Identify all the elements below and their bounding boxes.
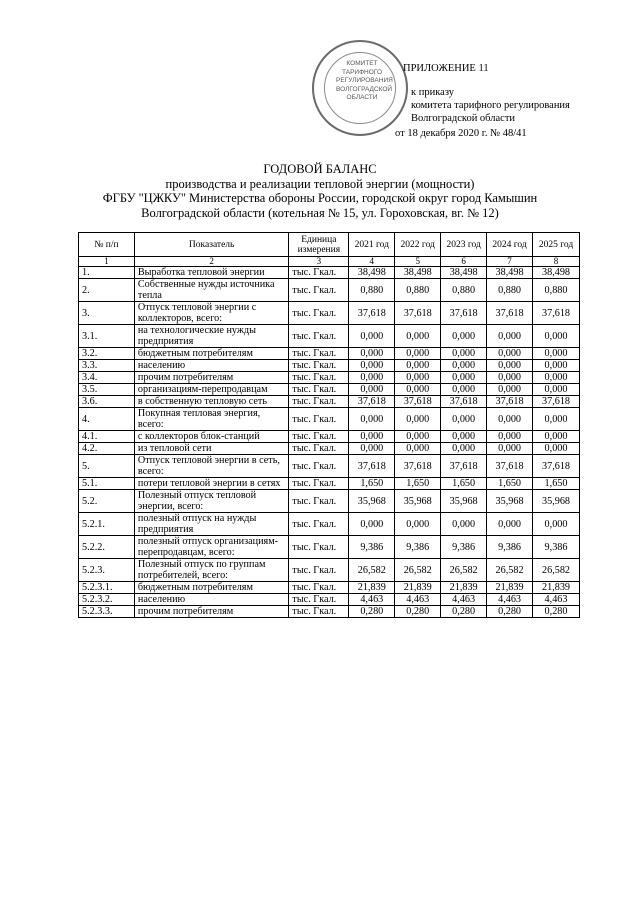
table-row xyxy=(79,372,580,384)
row-unit: тыс. Гкал. xyxy=(289,267,349,279)
row-value: 37,618 xyxy=(349,396,395,408)
row-value: 0,000 xyxy=(487,384,533,396)
row-value: 0,000 xyxy=(441,348,487,360)
column-number: 4 xyxy=(349,257,395,267)
column-number: 5 xyxy=(395,257,441,267)
row-value: 0,880 xyxy=(533,279,580,302)
row-value: 0,000 xyxy=(533,408,580,431)
column-number: 3 xyxy=(289,257,349,267)
row-value: 1,650 xyxy=(349,478,395,490)
table-row xyxy=(79,490,580,513)
row-value: 0,000 xyxy=(533,372,580,384)
row-value: 1,650 xyxy=(395,478,441,490)
row-number: 4.1. xyxy=(79,431,135,443)
row-value: 4,463 xyxy=(533,594,580,606)
row-value: 0,000 xyxy=(441,431,487,443)
row-unit: тыс. Гкал. xyxy=(289,396,349,408)
row-indicator: потери тепловой энергии в сетях xyxy=(134,478,289,490)
row-indicator: Полезный отпуск по группам потребителей, всего: xyxy=(134,559,289,582)
row-indicator: полезный отпуск организациям-перепродавцам, всего: xyxy=(134,536,289,559)
column-number: 1 xyxy=(79,257,135,267)
row-unit: тыс. Гкал. xyxy=(289,302,349,325)
row-value: 35,968 xyxy=(349,490,395,513)
title-line-4: Волгоградской области (котельная № 15, ул. Гороховская, вг. № 12) xyxy=(141,205,499,220)
row-value: 26,582 xyxy=(487,559,533,582)
table-row xyxy=(79,384,580,396)
row-value: 0,000 xyxy=(349,513,395,536)
row-value: 0,000 xyxy=(349,360,395,372)
table-row xyxy=(79,408,580,431)
row-number: 3.2. xyxy=(79,348,135,360)
row-number: 2. xyxy=(79,279,135,302)
row-value: 35,968 xyxy=(441,490,487,513)
row-value: 0,000 xyxy=(395,325,441,348)
region-text: Волгоградской области xyxy=(411,113,516,124)
column-number: 8 xyxy=(533,257,580,267)
row-value: 26,582 xyxy=(395,559,441,582)
row-value: 0,000 xyxy=(533,360,580,372)
row-value: 35,968 xyxy=(487,490,533,513)
row-value: 0,000 xyxy=(395,408,441,431)
row-indicator: полезный отпуск на нужды предприятия xyxy=(134,513,289,536)
row-value: 37,618 xyxy=(533,455,580,478)
row-value: 37,618 xyxy=(349,455,395,478)
row-value: 9,386 xyxy=(487,536,533,559)
row-unit: тыс. Гкал. xyxy=(289,408,349,431)
row-value: 0,000 xyxy=(441,360,487,372)
row-indicator: бюджетным потребителям xyxy=(134,348,289,360)
header-no: № п/п xyxy=(79,233,135,257)
table-row xyxy=(79,582,580,594)
row-value: 0,000 xyxy=(533,384,580,396)
row-indicator: из тепловой сети xyxy=(134,443,289,455)
table-row xyxy=(79,443,580,455)
header-unit: Единица измерения xyxy=(289,233,349,257)
row-value: 0,000 xyxy=(487,431,533,443)
row-value: 0,000 xyxy=(349,384,395,396)
row-indicator: Выработка тепловой энергии xyxy=(134,267,289,279)
row-indicator: с коллекторов блок-станций xyxy=(134,431,289,443)
row-value: 0,880 xyxy=(349,279,395,302)
row-unit: тыс. Гкал. xyxy=(289,360,349,372)
row-number: 1. xyxy=(79,267,135,279)
row-value: 0,000 xyxy=(395,513,441,536)
row-value: 0,000 xyxy=(441,443,487,455)
row-value: 9,386 xyxy=(441,536,487,559)
table-row xyxy=(79,360,580,372)
row-value: 0,000 xyxy=(349,443,395,455)
row-value: 26,582 xyxy=(349,559,395,582)
row-value: 0,000 xyxy=(487,372,533,384)
row-value: 37,618 xyxy=(533,396,580,408)
row-value: 38,498 xyxy=(487,267,533,279)
to-order-text: к приказу xyxy=(411,87,454,98)
row-unit: тыс. Гкал. xyxy=(289,384,349,396)
row-number: 4. xyxy=(79,408,135,431)
row-indicator: Отпуск тепловой энергии в сеть, всего: xyxy=(134,455,289,478)
row-value: 37,618 xyxy=(441,302,487,325)
row-value: 0,000 xyxy=(349,348,395,360)
table-header-row xyxy=(79,233,580,257)
row-unit: тыс. Гкал. xyxy=(289,443,349,455)
row-number: 3.1. xyxy=(79,325,135,348)
title-line-1: ГОДОВОЙ БАЛАНС xyxy=(263,162,377,176)
table-row xyxy=(79,267,580,279)
balance-table xyxy=(78,232,580,618)
row-unit: тыс. Гкал. xyxy=(289,559,349,582)
row-value: 38,498 xyxy=(533,267,580,279)
row-value: 0,880 xyxy=(487,279,533,302)
row-number: 5.1. xyxy=(79,478,135,490)
row-value: 0,000 xyxy=(349,372,395,384)
row-value: 0,000 xyxy=(441,384,487,396)
row-value: 4,463 xyxy=(441,594,487,606)
row-value: 21,839 xyxy=(533,582,580,594)
row-value: 21,839 xyxy=(441,582,487,594)
row-value: 0,000 xyxy=(533,443,580,455)
column-number: 7 xyxy=(487,257,533,267)
row-number: 3.6. xyxy=(79,396,135,408)
row-value: 0,000 xyxy=(349,431,395,443)
row-unit: тыс. Гкал. xyxy=(289,513,349,536)
row-value: 4,463 xyxy=(487,594,533,606)
row-unit: тыс. Гкал. xyxy=(289,490,349,513)
row-value: 21,839 xyxy=(395,582,441,594)
row-value: 4,463 xyxy=(349,594,395,606)
row-unit: тыс. Гкал. xyxy=(289,372,349,384)
row-value: 37,618 xyxy=(487,302,533,325)
row-indicator: Покупная тепловая энергия, всего: xyxy=(134,408,289,431)
row-value: 37,618 xyxy=(441,396,487,408)
column-number: 2 xyxy=(134,257,289,267)
table-row xyxy=(79,279,580,302)
row-number: 5. xyxy=(79,455,135,478)
document-title xyxy=(0,162,640,220)
row-value: 21,839 xyxy=(349,582,395,594)
row-unit: тыс. Гкал. xyxy=(289,348,349,360)
table-row xyxy=(79,325,580,348)
row-value: 9,386 xyxy=(349,536,395,559)
row-number: 5.2.3.1. xyxy=(79,582,135,594)
row-value: 0,000 xyxy=(395,360,441,372)
row-value: 0,000 xyxy=(441,513,487,536)
table-row xyxy=(79,606,580,618)
row-indicator: Собственные нужды источника тепла xyxy=(134,279,289,302)
row-value: 37,618 xyxy=(395,455,441,478)
row-value: 38,498 xyxy=(441,267,487,279)
table-row xyxy=(79,396,580,408)
row-value: 0,000 xyxy=(533,431,580,443)
row-value: 0,280 xyxy=(533,606,580,618)
row-value: 0,000 xyxy=(487,348,533,360)
row-value: 37,618 xyxy=(441,455,487,478)
table-row xyxy=(79,302,580,325)
table-row xyxy=(79,559,580,582)
row-number: 4.2. xyxy=(79,443,135,455)
row-value: 0,000 xyxy=(349,408,395,431)
row-unit: тыс. Гкал. xyxy=(289,536,349,559)
row-value: 38,498 xyxy=(395,267,441,279)
row-value: 21,839 xyxy=(487,582,533,594)
column-number-row xyxy=(79,257,580,267)
table-row xyxy=(79,455,580,478)
column-number: 6 xyxy=(441,257,487,267)
row-value: 0,000 xyxy=(441,408,487,431)
row-value: 0,000 xyxy=(395,443,441,455)
row-value: 0,000 xyxy=(487,443,533,455)
row-value: 0,000 xyxy=(395,384,441,396)
row-value: 1,650 xyxy=(441,478,487,490)
row-value: 37,618 xyxy=(487,396,533,408)
row-unit: тыс. Гкал. xyxy=(289,431,349,443)
row-value: 26,582 xyxy=(441,559,487,582)
table-row xyxy=(79,348,580,360)
row-indicator: на технологические нужды предприятия xyxy=(134,325,289,348)
row-value: 0,000 xyxy=(487,325,533,348)
row-value: 1,650 xyxy=(487,478,533,490)
row-value: 0,000 xyxy=(441,325,487,348)
header-2025: 2025 год xyxy=(533,233,580,257)
row-value: 1,650 xyxy=(533,478,580,490)
row-value: 37,618 xyxy=(395,302,441,325)
row-value: 38,498 xyxy=(349,267,395,279)
row-unit: тыс. Гкал. xyxy=(289,325,349,348)
row-indicator: организациям-перепродавцам xyxy=(134,384,289,396)
row-value: 0,000 xyxy=(487,408,533,431)
row-value: 35,968 xyxy=(395,490,441,513)
row-value: 9,386 xyxy=(533,536,580,559)
row-value: 37,618 xyxy=(349,302,395,325)
row-value: 0,000 xyxy=(533,348,580,360)
header-2022: 2022 год xyxy=(395,233,441,257)
row-indicator: в собственную тепловую сеть xyxy=(134,396,289,408)
row-value: 4,463 xyxy=(395,594,441,606)
row-value: 0,880 xyxy=(395,279,441,302)
row-unit: тыс. Гкал. xyxy=(289,606,349,618)
row-value: 37,618 xyxy=(395,396,441,408)
header-2023: 2023 год xyxy=(441,233,487,257)
header-2021: 2021 год xyxy=(349,233,395,257)
row-number: 5.2. xyxy=(79,490,135,513)
appendix-label: ПРИЛОЖЕНИЕ 11 xyxy=(403,63,489,74)
row-value: 0,000 xyxy=(395,348,441,360)
seal-text: КОМИТЕТ ТАРИФНОГО РЕГУЛИРОВАНИЯ ВОЛГОГРАДСКОЙ ОБЛАСТИ xyxy=(336,60,393,101)
title-line-3: ФГБУ "ЦЖКУ" Министерства обороны России, городской округ город Камышин xyxy=(102,191,538,205)
header-2024: 2024 год xyxy=(487,233,533,257)
order-date: от 18 декабря 2020 г. № 48/41 xyxy=(395,128,527,139)
row-number: 5.2.3. xyxy=(79,559,135,582)
row-value: 0,280 xyxy=(487,606,533,618)
row-unit: тыс. Гкал. xyxy=(289,455,349,478)
row-value: 37,618 xyxy=(487,455,533,478)
row-indicator: прочим потребителям xyxy=(134,372,289,384)
row-number: 5.2.2. xyxy=(79,536,135,559)
row-number: 5.2.3.2. xyxy=(79,594,135,606)
table-row xyxy=(79,536,580,559)
row-indicator: населению xyxy=(134,360,289,372)
row-number: 3.4. xyxy=(79,372,135,384)
row-indicator: населению xyxy=(134,594,289,606)
row-number: 5.2.3.3. xyxy=(79,606,135,618)
row-indicator: Полезный отпуск тепловой энергии, всего: xyxy=(134,490,289,513)
row-number: 3.3. xyxy=(79,360,135,372)
table-row xyxy=(79,478,580,490)
row-value: 0,000 xyxy=(349,325,395,348)
header-indicator: Показатель xyxy=(134,233,289,257)
official-seal xyxy=(312,40,408,136)
title-line-2: производства и реализации тепловой энергии (мощности) xyxy=(165,176,475,191)
row-unit: тыс. Гкал. xyxy=(289,478,349,490)
row-value: 0,000 xyxy=(533,325,580,348)
row-value: 0,280 xyxy=(395,606,441,618)
row-value: 0,000 xyxy=(533,513,580,536)
row-value: 35,968 xyxy=(533,490,580,513)
row-value: 0,000 xyxy=(395,431,441,443)
row-value: 0,880 xyxy=(441,279,487,302)
table-row xyxy=(79,513,580,536)
row-number: 5.2.1. xyxy=(79,513,135,536)
row-value: 0,000 xyxy=(487,513,533,536)
appendix-header xyxy=(403,62,570,125)
row-value: 0,000 xyxy=(395,372,441,384)
row-number: 3.5. xyxy=(79,384,135,396)
committee-text: комитета тарифного регулирования xyxy=(411,100,570,111)
row-value: 37,618 xyxy=(533,302,580,325)
row-value: 0,280 xyxy=(441,606,487,618)
row-value: 9,386 xyxy=(395,536,441,559)
row-indicator: Отпуск тепловой энергии с коллекторов, всего: xyxy=(134,302,289,325)
row-unit: тыс. Гкал. xyxy=(289,594,349,606)
row-value: 0,280 xyxy=(349,606,395,618)
row-value: 0,000 xyxy=(441,372,487,384)
row-unit: тыс. Гкал. xyxy=(289,279,349,302)
table-row xyxy=(79,431,580,443)
row-number: 3. xyxy=(79,302,135,325)
row-value: 26,582 xyxy=(533,559,580,582)
row-indicator: прочим потребителям xyxy=(134,606,289,618)
row-value: 0,000 xyxy=(487,360,533,372)
row-unit: тыс. Гкал. xyxy=(289,582,349,594)
table-row xyxy=(79,594,580,606)
row-indicator: бюджетным потребителям xyxy=(134,582,289,594)
